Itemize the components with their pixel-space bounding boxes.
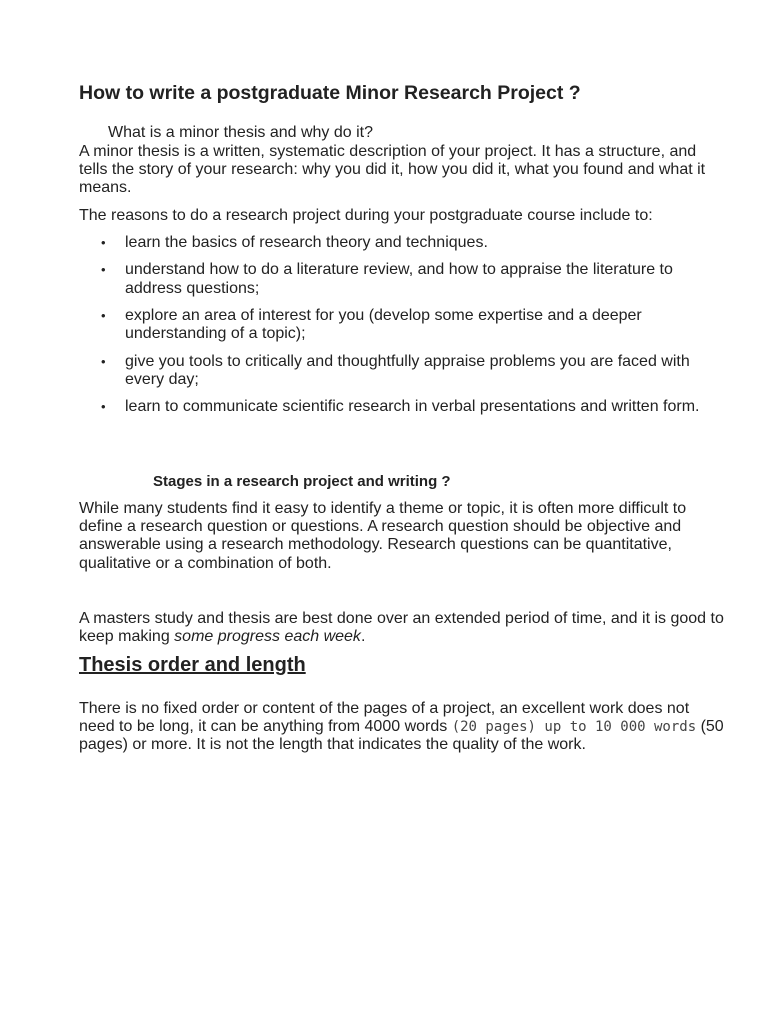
section-heading-stages: Stages in a research project and writing ? xyxy=(153,473,451,490)
list-item-text: learn to communicate scientific research in verbal presentations and written form. xyxy=(125,398,700,416)
masters-paragraph xyxy=(79,610,729,646)
list-item xyxy=(79,234,729,252)
section-heading-minor-thesis: What is a minor thesis and why do it? xyxy=(108,124,374,141)
length-paragraph xyxy=(79,700,729,755)
intro-paragraph: A minor thesis is a written, systematic description of your project. It has a structure, and tells the story of your research: why you did it, how you did it, what you found and what it means. xyxy=(79,143,706,197)
masters-paragraph-start: A masters study and thesis are best done over an extended period of time, and it is good to keep making xyxy=(79,610,724,646)
bullet-icon: • xyxy=(101,307,106,323)
length-paragraph-start: There is no fixed order or content of the pages of a project, an excellent work does not need to be long, it can be anything from 4000 words xyxy=(79,700,690,736)
list-item xyxy=(79,307,729,343)
length-paragraph-end: (50 pages) or more. It is not the length that indicates the quality of the work. xyxy=(79,718,724,754)
stages-paragraph: While many students find it easy to identify a theme or topic, it is often more difficult to define a research question or questions. A research question should be objective and answerable using a research methodology. Research questions can be quantitative, qualitative or a combination of both. xyxy=(79,500,687,572)
document-title: How to write a postgraduate Minor Research Project ? xyxy=(79,82,581,104)
bullet-icon: • xyxy=(101,262,106,278)
length-paragraph-pages: (20 pages) up to 10 000 words xyxy=(451,719,697,736)
masters-paragraph-end: . xyxy=(360,628,366,646)
list-item-text: understand how to do a literature review, and how to appraise the literature to address questions; xyxy=(125,261,673,297)
bullet-icon: • xyxy=(101,399,106,415)
list-item xyxy=(79,261,729,297)
list-item xyxy=(79,398,729,416)
masters-paragraph-emphasis: some progress each week xyxy=(174,628,361,646)
reasons-list xyxy=(79,234,729,426)
reasons-lead-paragraph: The reasons to do a research project during your postgraduate course include to: xyxy=(79,207,653,224)
list-item-text: learn the basics of research theory and techniques. xyxy=(125,234,488,251)
section-heading-thesis-order: Thesis order and length xyxy=(79,654,306,676)
bullet-icon: • xyxy=(101,235,106,250)
bullet-icon: • xyxy=(101,353,106,369)
list-item-text: explore an area of interest for you (develop some expertise and a deeper understanding of a topic); xyxy=(125,306,642,343)
list-item-text: give you tools to critically and thoughtfully appraise problems you are faced with every day; xyxy=(125,352,690,388)
list-item xyxy=(79,353,729,389)
